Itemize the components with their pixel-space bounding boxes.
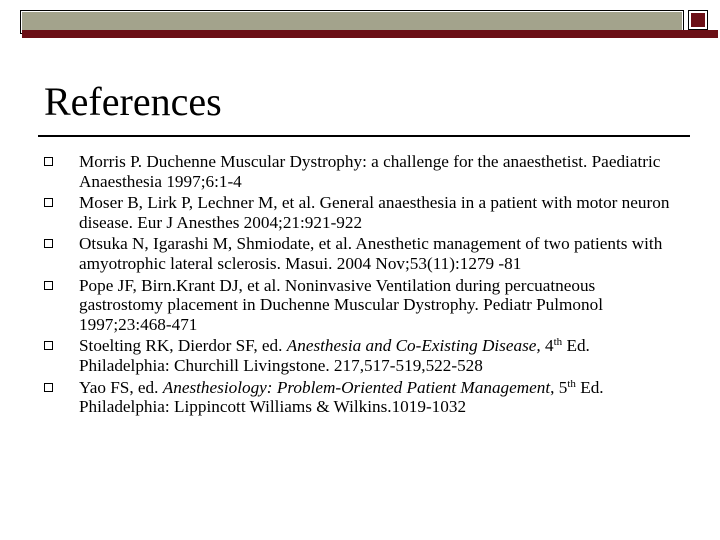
reference-text: Moser B, Lirk P, Lechner M, et al. General anaesthesia in a patient with motor neuron disease. Eur J Anesthes 2004;21:921-922: [79, 193, 670, 232]
square-bullet-icon: [44, 239, 53, 248]
edition-suffix: th: [567, 377, 576, 390]
header-bar-olive: [22, 12, 682, 30]
book-title: Anesthesiology: Problem-Oriented Patient Management: [162, 377, 551, 397]
book-title: Anesthesia and Co-Existing Disease,: [286, 336, 541, 356]
square-bullet-icon: [44, 281, 53, 290]
reference-item: [44, 378, 680, 417]
corner-box-fill: [691, 13, 705, 27]
reference-text: Morris P. Duchenne Muscular Dystrophy: a challenge for the anaesthetist. Paediatric Anaesthesia 1997;6:1-4: [79, 152, 661, 191]
square-bullet-icon: [44, 383, 53, 392]
page-title: References: [44, 79, 222, 124]
reference-item: [44, 336, 680, 375]
square-bullet-icon: [44, 157, 53, 166]
edition-number: 4: [540, 336, 554, 356]
reference-text: Pope JF, Birn.Krant DJ, et al. Noninvasive Ventilation during percuatneous gastrostomy placement in Duchenne Muscular Dystrophy. Pediatr Pulmonol 1997;23:468-471: [79, 275, 603, 334]
square-bullet-icon: [44, 341, 53, 350]
reference-item: [44, 276, 680, 335]
reference-suffix: Ed. Philadelphia: Churchill Livingstone. 217,517-519,522-528: [79, 336, 590, 375]
header-bar-maroon: [22, 30, 718, 38]
reference-prefix: Stoelting RK, Dierdor SF, ed.: [79, 336, 287, 356]
reference-item: [44, 234, 680, 273]
reference-prefix: Yao FS, ed.: [79, 377, 163, 397]
reference-text: Otsuka N, Igarashi M, Shmiodate, et al. Anesthetic management of two patients with amyotrophic lateral sclerosis. Masui. 2004 Nov;53(11):1279 -81: [79, 234, 663, 273]
reference-suffix: Ed. Philadelphia: Lippincott Williams & Wilkins.1019-1032: [79, 377, 604, 417]
reference-list: [44, 152, 680, 419]
reference-item: [44, 152, 680, 191]
title-divider: [38, 135, 690, 137]
edition-number: , 5: [550, 377, 568, 397]
edition-suffix: th: [553, 336, 563, 349]
square-bullet-icon: [44, 198, 53, 207]
reference-item: [44, 193, 680, 232]
